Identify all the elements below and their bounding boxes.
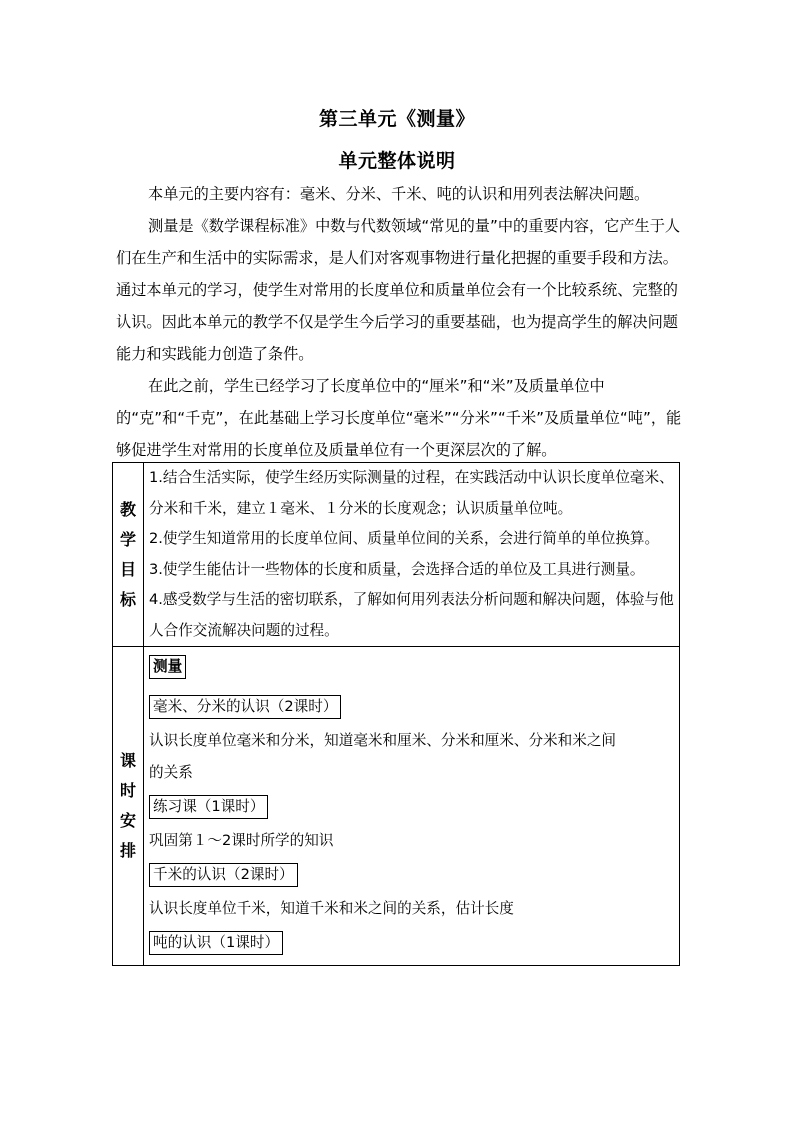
intro-paragraph: 本单元的主要内容有：毫米、分米、千米、吨的认识和用列表法解决问题。	[148, 185, 650, 203]
unit-plan-table	[112, 462, 680, 966]
goals-row	[113, 463, 680, 647]
lesson-title-box: 毫米、分米的认识（2课时）	[149, 695, 341, 719]
intro-paragraph: 测量是《数学课程标准》中数与代数领域“常见的量”中的重要内容，它产生于人们在生产和生活中的实际需求，是人们对客观事物进行量化把握的重要手段和方法。通过本单元的学习，使学生对常用的长度单位和质量单位会有一个比较系统、完整的认识。因此本单元的教学不仅是学生今后学习的重要基础，也为提高学生的解决问题能力和实践能力创造了条件。	[116, 217, 681, 363]
goal-item: 1.结合生活实际，使学生经历实际测量的过程，在实践活动中认识长度单位毫米、分米和千米，建立１毫米、１分米的长度观念；认识质量单位吨。	[149, 469, 674, 517]
intro-section	[116, 178, 684, 466]
lesson-description: 巩固第１～2课时所学的知识	[149, 832, 334, 849]
lesson-title-box: 练习课（1课时）	[149, 795, 268, 819]
lesson-description: 认识长度单位毫米和分米，知道毫米和厘米、分米和厘米、分米和米之间的关系	[149, 732, 617, 781]
lesson-title-box: 吨的认识（1课时）	[149, 931, 283, 955]
goal-item: 3.使学生能估计一些物体的长度和质量，会选择合适的单位及工具进行测量。	[149, 560, 645, 578]
goals-content	[144, 463, 680, 647]
schedule-content	[144, 647, 680, 966]
lesson-title-box: 千米的认识（2课时）	[149, 863, 298, 887]
goal-item: 4.感受数学与生活的密切联系，了解如何用列表法分析问题和解决问题，体验与他人合作交流解决问题的过程。	[149, 591, 674, 639]
unit-title: 第三单元《测量》	[318, 108, 475, 130]
schedule-label: 课 时 安 排	[113, 647, 144, 966]
schedule-row	[113, 647, 680, 966]
goal-item: 2.使学生知道常用的长度单位间、质量单位间的关系，会进行简单的单位换算。	[149, 530, 660, 547]
section-subtitle: 单元整体说明	[338, 150, 456, 172]
unit-heading-box: 测量	[149, 655, 186, 679]
intro-paragraph: 在此之前，学生已经学习了长度单位中的“厘米”和“米”及质量单位中的“克”和“千克”，在此基础上学习长度单位“毫米”“分米”“千米”及质量单位“吨”，能够促进学生对常用的长度单位及质量单位有一个更深层次的了解。	[116, 377, 682, 459]
lesson-description: 认识长度单位千米，知道千米和米之间的关系，估计长度	[149, 900, 514, 917]
goals-label: 教 学 目 标	[113, 463, 144, 647]
